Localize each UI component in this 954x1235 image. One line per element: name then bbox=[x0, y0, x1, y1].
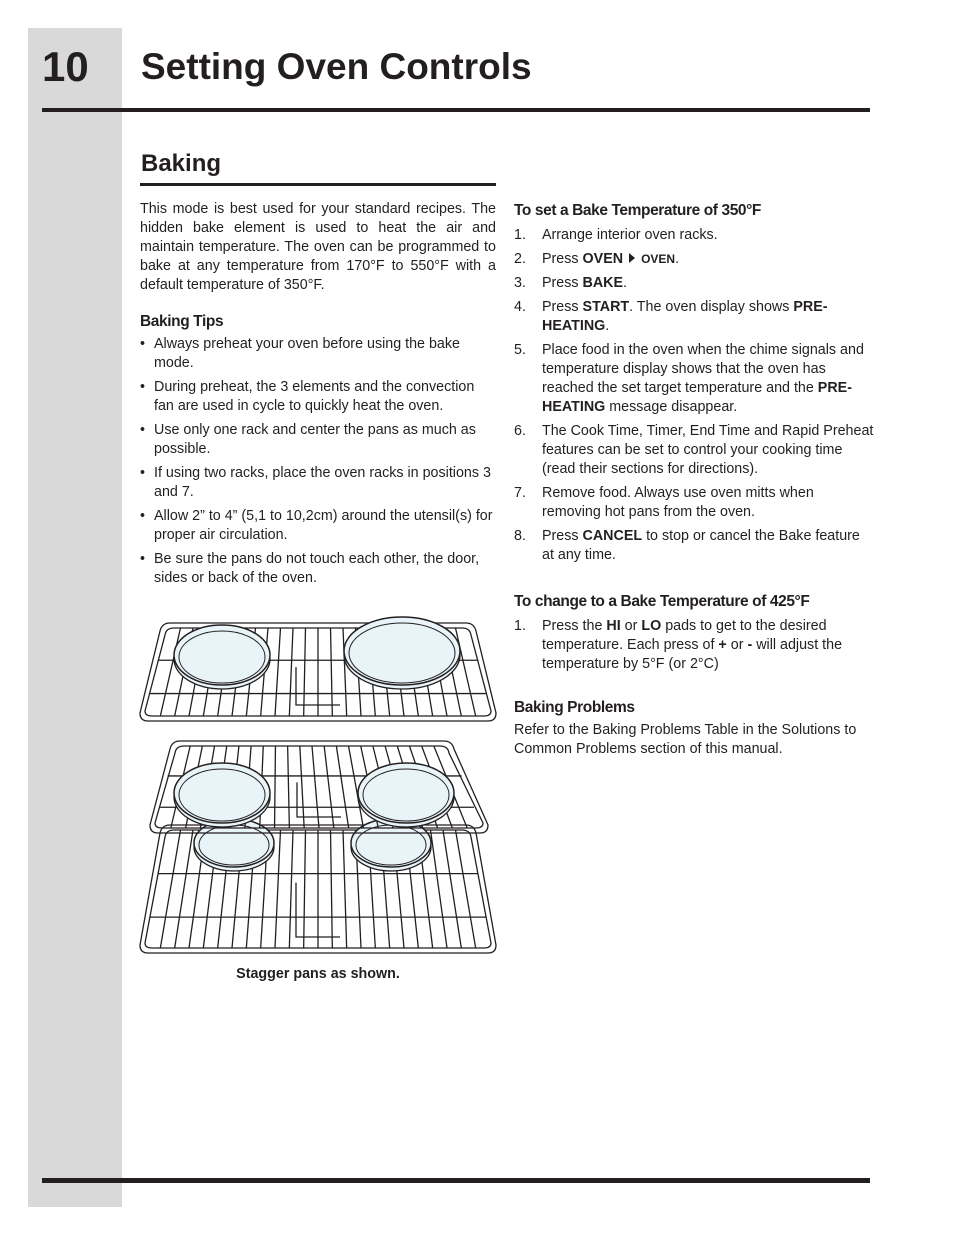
step-text: Press bbox=[542, 251, 583, 267]
header-rule bbox=[42, 108, 870, 112]
single-rack-bar bbox=[275, 628, 281, 716]
oven-rack-illustration bbox=[138, 615, 498, 960]
step-text: to stop or cancel the Bake feature at any time. bbox=[542, 528, 860, 563]
step-item bbox=[514, 274, 874, 293]
lower-rack-left-pan-inner bbox=[199, 825, 269, 865]
step-emphasis: BAKE bbox=[582, 275, 624, 291]
step-text: or bbox=[726, 637, 748, 653]
baking-tip-item bbox=[140, 550, 496, 588]
step-item bbox=[514, 341, 874, 417]
baking-tip-text: Be sure the pans do not touch each other, the door, sides or back of the oven. bbox=[154, 551, 480, 586]
step-emphasis: - bbox=[747, 637, 753, 653]
change-bake-steps bbox=[514, 617, 874, 674]
illustration-caption: Stagger pans as shown. bbox=[236, 966, 400, 982]
step-emphasis: + bbox=[718, 637, 727, 653]
lower-rack-bar bbox=[304, 830, 306, 948]
step-emphasis: LO bbox=[641, 618, 662, 634]
step-item bbox=[514, 422, 874, 479]
step-emphasis: START bbox=[582, 299, 630, 315]
baking-tip-item bbox=[140, 335, 496, 373]
baking-tip-item bbox=[140, 378, 496, 416]
left-column bbox=[140, 200, 496, 593]
arrow-right-icon bbox=[629, 253, 635, 263]
upper-rack-bar bbox=[275, 746, 276, 828]
step-text: will adjust the temperature by 5°F (or 2°C) bbox=[542, 637, 843, 672]
baking-tip-text: During preheat, the 3 elements and the convection fan are used in cycle to quickly heat the oven. bbox=[154, 379, 475, 414]
lower-rack-bar bbox=[289, 830, 293, 948]
bullet-marker: • bbox=[140, 465, 146, 481]
step-emphasis: PRE-HEATING bbox=[542, 299, 828, 334]
step-text: Press bbox=[542, 528, 583, 544]
step-text: . bbox=[623, 275, 628, 291]
step-number: 4. bbox=[514, 299, 526, 315]
section-title: Baking bbox=[141, 150, 222, 177]
single-rack-bar bbox=[331, 628, 333, 716]
step-number: 8. bbox=[514, 528, 526, 544]
step-text: . The oven display shows bbox=[629, 299, 794, 315]
oven-key-label: OVEN bbox=[641, 252, 676, 266]
lower-rack bbox=[140, 819, 496, 953]
upper-rack-bar bbox=[312, 746, 319, 828]
baking-tip-item bbox=[140, 507, 496, 545]
baking-tip-text: If using two racks, place the oven racks in positions 3 and 7. bbox=[154, 465, 491, 500]
bullet-marker: • bbox=[140, 508, 146, 524]
step-number: 3. bbox=[514, 275, 526, 291]
upper-rack-bar bbox=[324, 746, 334, 828]
step-number: 1. bbox=[514, 227, 526, 243]
bullet-marker: • bbox=[140, 422, 146, 438]
baking-tip-text: Use only one rack and center the pans as much as possible. bbox=[154, 422, 476, 457]
step-text: Place food in the oven when the chime signals and temperature display shows that the oven has reached the set target temperature and the bbox=[542, 342, 864, 396]
page-sidebar-band bbox=[28, 28, 122, 1207]
step-text: Arrange interior oven racks. bbox=[542, 227, 718, 243]
section-rule bbox=[140, 183, 496, 186]
lower-rack-bar bbox=[331, 830, 333, 948]
baking-tip-text: Always preheat your oven before using the bake mode. bbox=[154, 336, 460, 371]
step-item bbox=[514, 250, 874, 269]
upper-rack bbox=[150, 741, 488, 833]
step-text: Remove food. Always use oven mitts when removing hot pans from the oven. bbox=[542, 485, 814, 520]
bullet-marker: • bbox=[140, 551, 146, 567]
change-bake-heading: To change to a Bake Temperature of 425°F bbox=[514, 593, 810, 610]
upper-rack-bar bbox=[336, 746, 348, 828]
right-column bbox=[514, 200, 874, 759]
step-number: 1. bbox=[514, 618, 526, 634]
upper-rack-bar bbox=[288, 746, 290, 828]
set-bake-heading: To set a Bake Temperature of 350°F bbox=[514, 202, 762, 219]
lower-rack-bar bbox=[275, 830, 281, 948]
baking-tip-item bbox=[140, 464, 496, 502]
step-text: Press bbox=[542, 299, 583, 315]
step-text: message disappear. bbox=[605, 399, 738, 415]
step-text: The Cook Time, Timer, End Time and Rapid Preheat features can be set to control your cooking time (read their sections for directions). bbox=[542, 423, 874, 477]
step-number: 2. bbox=[514, 251, 526, 267]
baking-tips-list bbox=[140, 335, 496, 588]
step-item bbox=[514, 484, 874, 522]
intro-paragraph: This mode is best used for your standard recipes. The hidden bake element is used to heat the air and maintain temperature. The oven can be programmed to bake at any temperature from 170°F to 550°F with a default temperature of 350°F. bbox=[140, 201, 496, 293]
baking-tip-text: Allow 2” to 4” (5,1 to 10,2cm) around the utensil(s) for proper air circulation. bbox=[154, 508, 493, 543]
step-item bbox=[514, 226, 874, 245]
step-text: Press the bbox=[542, 618, 607, 634]
page-title: Setting Oven Controls bbox=[141, 46, 532, 87]
upper-rack-bar bbox=[300, 746, 304, 828]
step-text: . bbox=[605, 318, 610, 334]
baking-tips-heading: Baking Tips bbox=[140, 313, 224, 330]
step-number: 6. bbox=[514, 423, 526, 439]
baking-problems-text: Refer to the Baking Problems Table in the Solutions to Common Problems section of this manual. bbox=[514, 722, 857, 757]
lower-rack-bar bbox=[343, 830, 347, 948]
step-item bbox=[514, 298, 874, 336]
step-number: 7. bbox=[514, 485, 526, 501]
step-emphasis: OVEN bbox=[582, 251, 624, 267]
single-rack-right-pan-inner bbox=[349, 623, 455, 683]
step-emphasis: HI bbox=[606, 618, 621, 634]
set-bake-steps bbox=[514, 226, 874, 565]
step-number: 5. bbox=[514, 342, 526, 358]
upper-rack-left-pan-inner bbox=[179, 769, 265, 821]
single-rack-left-pan-inner bbox=[179, 631, 265, 683]
step-text: . bbox=[675, 251, 680, 267]
step-item bbox=[514, 527, 874, 565]
baking-problems-heading: Baking Problems bbox=[514, 699, 635, 716]
footer-rule bbox=[42, 1178, 870, 1183]
step-text: pads to get to the desired temperature. Each press of bbox=[542, 618, 827, 653]
single-rack bbox=[140, 617, 496, 721]
single-rack-bar bbox=[289, 628, 293, 716]
page-number: 10 bbox=[42, 43, 89, 90]
step-text: or bbox=[620, 618, 642, 634]
bullet-marker: • bbox=[140, 379, 146, 395]
step-item bbox=[514, 617, 874, 674]
baking-tip-item bbox=[140, 421, 496, 459]
step-text: Press bbox=[542, 275, 583, 291]
step-emphasis: PRE-HEATING bbox=[542, 380, 852, 415]
upper-rack-right-pan-inner bbox=[363, 769, 449, 821]
step-emphasis: CANCEL bbox=[582, 528, 643, 544]
bullet-marker: • bbox=[140, 336, 146, 352]
lower-rack-right-pan-inner bbox=[356, 825, 426, 865]
lower-rack-bar bbox=[431, 830, 448, 948]
single-rack-bar bbox=[304, 628, 306, 716]
